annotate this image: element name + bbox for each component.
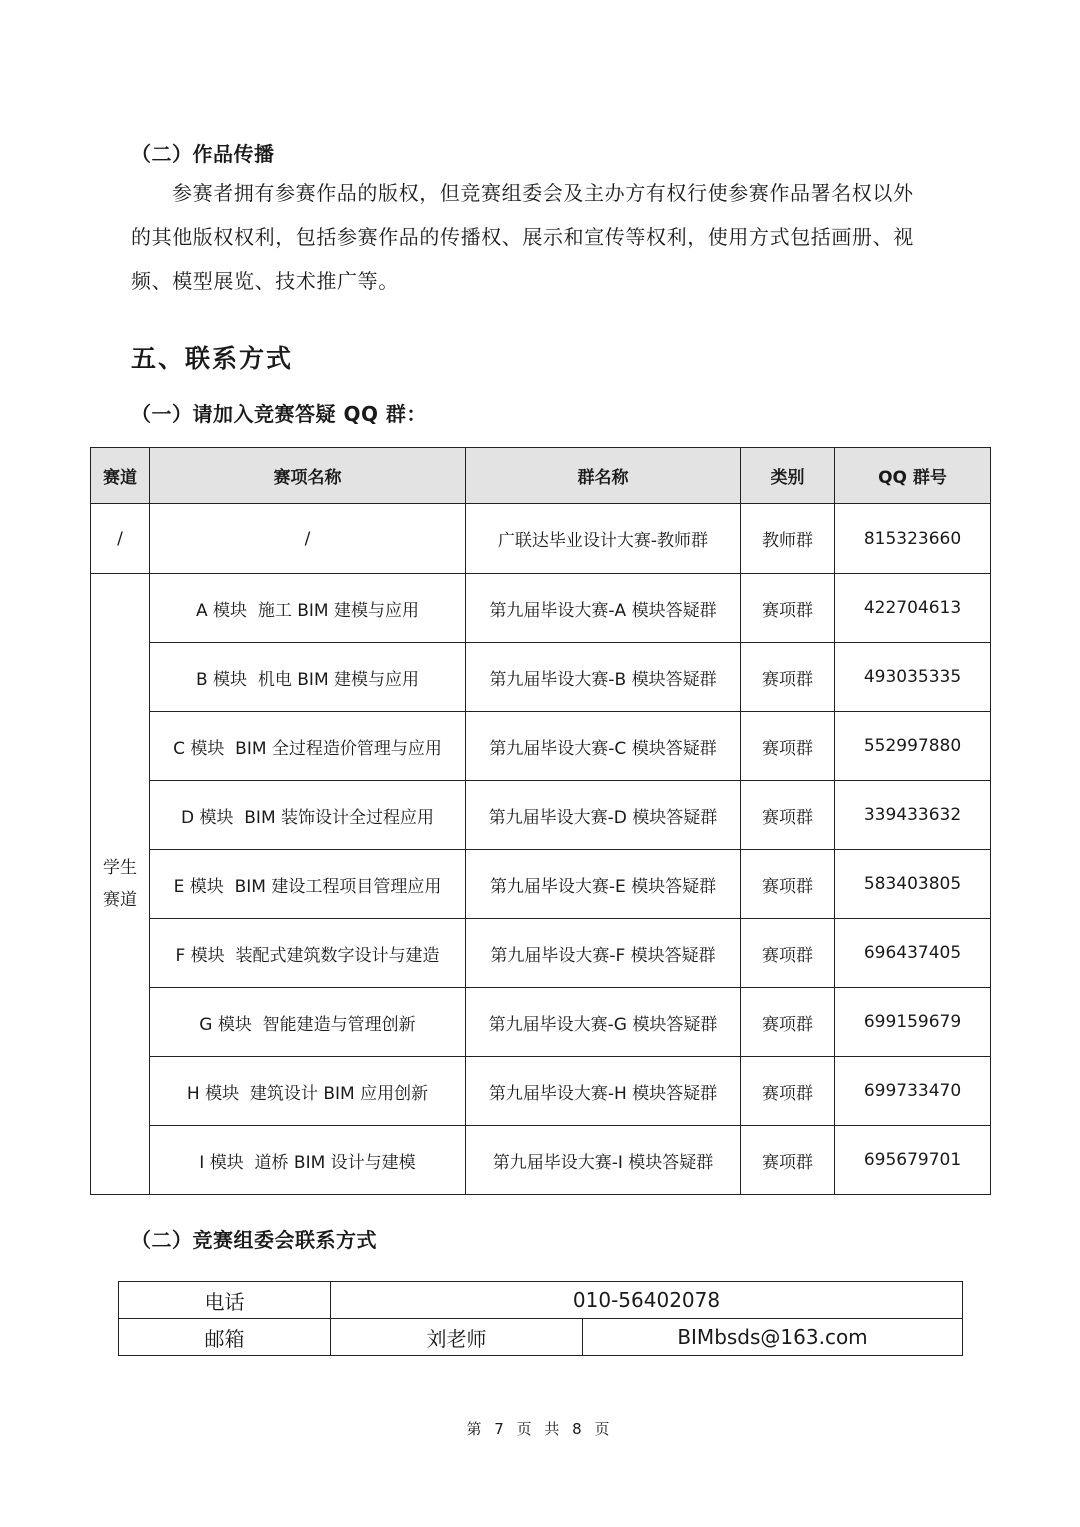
cell-module: C 模块 BIM 全过程造价管理与应用 (150, 712, 466, 781)
cell-module: H 模块 建筑设计 BIM 应用创新 (150, 1057, 466, 1126)
cell-group: 广联达毕业设计大赛-教师群 (466, 504, 741, 574)
cell-group: 第九届毕设大赛-A 模块答疑群 (466, 574, 741, 643)
qq-heading: （一）请加入竞赛答疑 QQ 群： (131, 402, 427, 426)
section-heading-contact: 五、联系方式 (131, 344, 294, 373)
cell-qq: 696437405 (835, 919, 991, 988)
email-label: 邮箱 (119, 1319, 331, 1356)
cell-module: G 模块 智能建造与管理创新 (150, 988, 466, 1057)
cell-group: 第九届毕设大赛-I 模块答疑群 (466, 1126, 741, 1195)
contact-row-phone (119, 1282, 963, 1319)
header-module-name: 赛项名称 (150, 448, 466, 504)
paragraph-line: 参赛者拥有参赛作品的版权，但竞赛组委会及主办方有权行使参赛作品署名权以外 (172, 181, 914, 205)
table-row (91, 781, 991, 850)
paragraph-line: 的其他版权权利，包括参赛作品的传播权、展示和宣传等权利，使用方式包括画册、视 (131, 225, 914, 249)
cell-track: / (91, 504, 150, 574)
cell-module: D 模块 BIM 装饰设计全过程应用 (150, 781, 466, 850)
cell-module: / (150, 504, 466, 574)
cell-module: E 模块 BIM 建设工程项目管理应用 (150, 850, 466, 919)
committee-heading: （二）竞赛组委会联系方式 (131, 1228, 377, 1252)
cell-qq: 699733470 (835, 1057, 991, 1126)
table-header-row (91, 448, 991, 504)
table-row (91, 643, 991, 712)
table-row (91, 1126, 991, 1195)
cell-category: 赛项群 (741, 919, 835, 988)
cell-category: 赛项群 (741, 781, 835, 850)
table-row (91, 504, 991, 574)
cell-module: A 模块 施工 BIM 建模与应用 (150, 574, 466, 643)
contact-person: 刘老师 (331, 1319, 583, 1356)
header-track: 赛道 (91, 448, 150, 504)
cell-qq: 493035335 (835, 643, 991, 712)
cell-qq: 422704613 (835, 574, 991, 643)
cell-qq: 695679701 (835, 1126, 991, 1195)
email-value: BIMbsds@163.com (583, 1319, 963, 1356)
cell-qq: 583403805 (835, 850, 991, 919)
section-heading-spread: （二）作品传播 (131, 142, 275, 166)
cell-category: 赛项群 (741, 1057, 835, 1126)
cell-group: 第九届毕设大赛-C 模块答疑群 (466, 712, 741, 781)
cell-category: 赛项群 (741, 850, 835, 919)
phone-value: 010-56402078 (331, 1282, 963, 1319)
committee-contact-table (118, 1281, 963, 1356)
cell-group: 第九届毕设大赛-H 模块答疑群 (466, 1057, 741, 1126)
cell-qq: 815323660 (835, 504, 991, 574)
paragraph-line: 频、模型展览、技术推广等。 (131, 269, 399, 293)
table-row (91, 574, 991, 643)
cell-category: 赛项群 (741, 712, 835, 781)
spread-paragraph (131, 171, 961, 303)
qq-group-table (90, 447, 991, 1195)
table-row (91, 712, 991, 781)
cell-category: 赛项群 (741, 1126, 835, 1195)
cell-group: 第九届毕设大赛-B 模块答疑群 (466, 643, 741, 712)
page-number-footer: 第 7 页 共 8 页 (466, 1420, 614, 1438)
header-group-name: 群名称 (466, 448, 741, 504)
cell-category: 教师群 (741, 504, 835, 574)
cell-group: 第九届毕设大赛-G 模块答疑群 (466, 988, 741, 1057)
cell-group: 第九届毕设大赛-D 模块答疑群 (466, 781, 741, 850)
track-label-line: 学生 (103, 858, 137, 878)
cell-qq: 339433632 (835, 781, 991, 850)
table-row (91, 919, 991, 988)
cell-module: F 模块 装配式建筑数字设计与建造 (150, 919, 466, 988)
contact-row-email (119, 1319, 963, 1356)
cell-module: I 模块 道桥 BIM 设计与建模 (150, 1126, 466, 1195)
header-qq-number: QQ 群号 (835, 448, 991, 504)
table-row (91, 1057, 991, 1126)
cell-qq: 552997880 (835, 712, 991, 781)
track-label-line: 赛道 (103, 890, 137, 910)
cell-qq: 699159679 (835, 988, 991, 1057)
header-category: 类别 (741, 448, 835, 504)
cell-category: 赛项群 (741, 643, 835, 712)
cell-group: 第九届毕设大赛-F 模块答疑群 (466, 919, 741, 988)
phone-label: 电话 (119, 1282, 331, 1319)
table-row (91, 988, 991, 1057)
cell-category: 赛项群 (741, 988, 835, 1057)
cell-module: B 模块 机电 BIM 建模与应用 (150, 643, 466, 712)
table-row (91, 850, 991, 919)
cell-student-track (91, 574, 150, 1195)
cell-group: 第九届毕设大赛-E 模块答疑群 (466, 850, 741, 919)
cell-category: 赛项群 (741, 574, 835, 643)
